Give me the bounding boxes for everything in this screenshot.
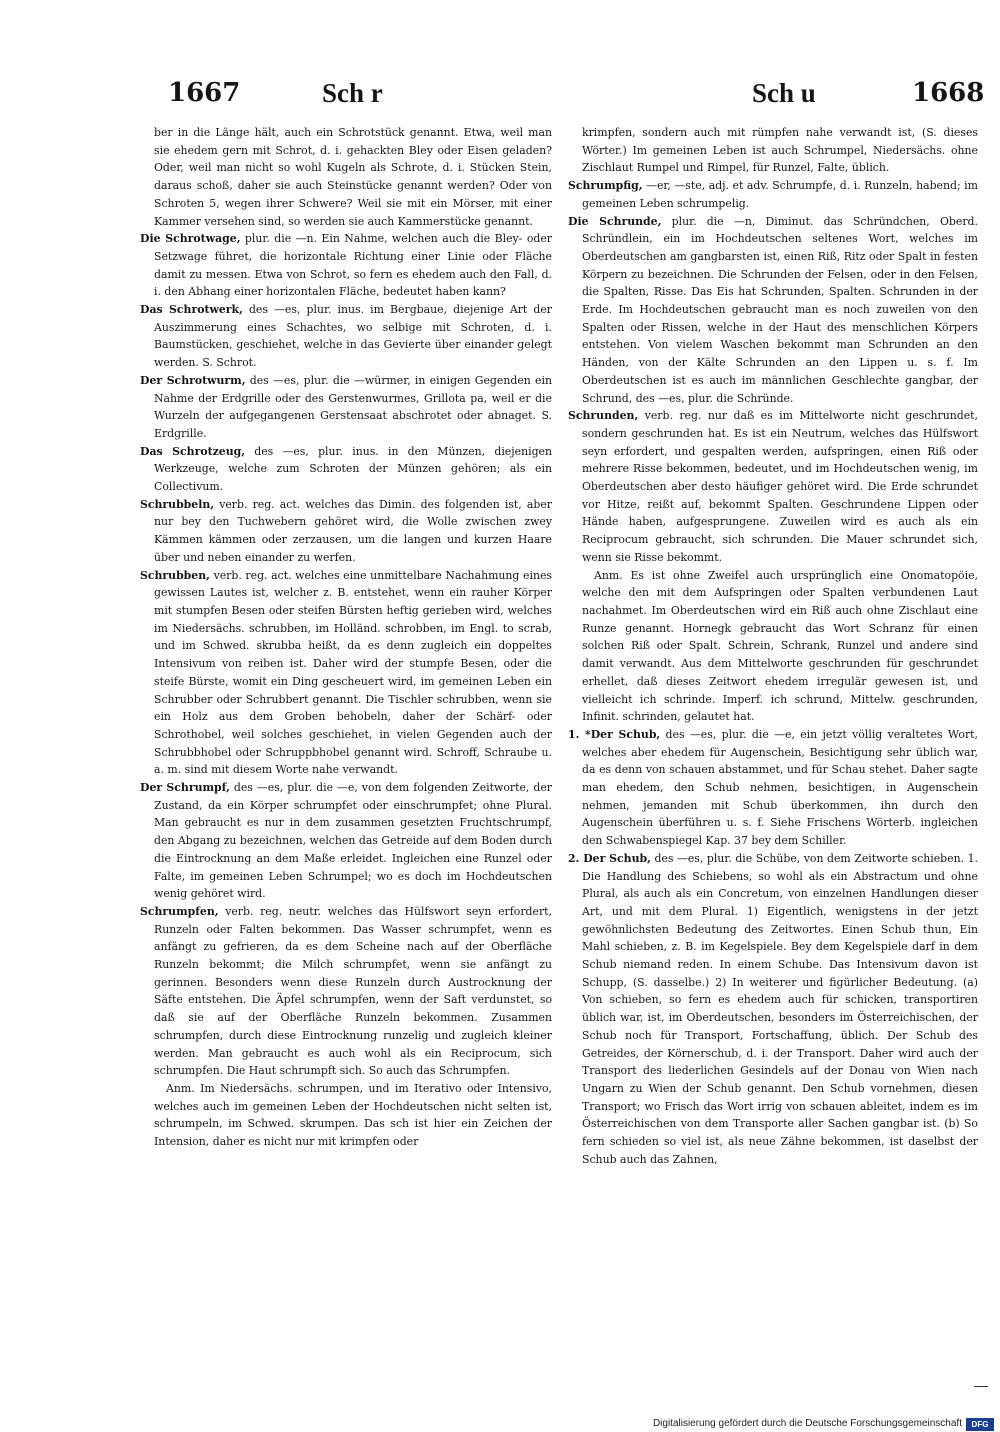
entry-text: plur. die —n. Ein Nahme, welchen auch die Bley- oder Setzwage führet, die horizontale Richtung einer Linie oder Fläche damit zu messen. Etwa von Schrot, so fern es ehedem auch den Fall, d. i. den Abhang einer horizontalen Fläche, bedeutet haben kann? xyxy=(154,232,552,299)
dictionary-entry xyxy=(140,301,553,372)
dictionary-entry xyxy=(568,177,978,212)
dictionary-entry xyxy=(568,407,978,566)
entry-text: des —es, plur. die —e, ein jetzt völlig veraltetes Wort, welches aber ehedem für Augenschein, Besichtigung sehr üblich war, da es denn von schauen abstammet, und für Schau stehet. Daher sagte man ehedem, den Schub nehmen, besichtigen, in Augenschein nehmen, jemanden mit Schub überkommen, ihn durch den Augenschein überführen u. s. f. Siehe Frischens Wörterb. ingleichen den Schwabenspiegel Kap. 37 bey dem Schiller. xyxy=(582,727,978,848)
entry-text: Anm. Es ist ohne Zweifel auch ursprünglich eine Onomatopöie, welche den mit dem Aufspringen oder Spalten verbundenen Laut nachahmet. Im Oberdeutschen wird ein Riß auch ohne Zischlaut eine Runze genannt. Hornegk gebraucht das Wort Schranz für einen solchen Riß oder Spalt. Schrein, Schrank, Runzel und andere sind damit verwandt. Aus dem Mittelworte geschrunden für geschrundet erhellet, daß dieses Zeitwort ehedem irregulär gewesen ist, und vielleicht ich schrinde. Imperf. ich schrund, Mittelw. geschrunden, Infinit. schrinden, gelautet hat. xyxy=(582,568,978,724)
dictionary-entry xyxy=(140,567,552,779)
entry-text: —er, —ste, adj. et adv. Schrumpfe, d. i. Runzeln, habend; im gemeinen Leben schrumpelig. xyxy=(582,179,978,210)
entry-text: verb. reg. nur daß es im Mittelworte nicht geschrundet, sondern geschrunden hat. Es ist ein Neutrum, welches das Hülfswort seyn erfordert, und gespalten werden, aufspringen, einen Riß oder mehrere Risse bekommen, bedeutet, und im Hochdeutschen wenig, im Oberdeutschen aber desto häufiger gehöret wird. Die Erde schrundet vor Hitze, reißt auf, bekommt Spalten. Geschrundene Lippen oder Hände haben, aufgesprungene. Zuweilen wird es auch als ein Reciprocum gebraucht, sich schrunden. Die Mauer schrundet sich, wenn sie Risse bekommt. xyxy=(582,409,978,564)
right-page-number: 1668 xyxy=(912,78,985,108)
left-page-number: 1667 xyxy=(168,78,241,108)
entry-headword: Der Schrotwurm, xyxy=(140,373,246,387)
entry-text: ber in die Länge hält, auch ein Schrotstück genannt. Etwa, weil man sie ehedem gern mit Schrot, d. i. gehackten Bley oder Eisen geladen? Oder, weil man nicht so wohl Kugeln als Schrote, d. i. Stücken Stein, daraus schoß, daher sie auch Steinstücke genannt werden? Oder von Schroten 5, wegen ihrer Schwere? Weil sie mit ein Mörser, mit einer Kammer versehen sind, so werden sie auch Kammerstücke genannt. xyxy=(154,126,552,228)
entry-text: verb. reg. neutr. welches das Hülfswort seyn erfordert, Runzeln oder Falten bekommen. Das Wasser schrumpfet, wenn es anfängt zu gefrieren, da es dem Scheine nach auf der Oberfläche Runzeln bekommt; die Milch schrumpfet, wenn sie anfängt zu gerinnen. Besonders wenn diese Runzeln durch Austrocknung der Säfte entstehen. Die Äpfel schrumpfen, wenn der Saft verdunstet, so daß sie auf der Oberfläche Runzeln bekommen. Zusammen schrumpfen, durch diese Eintrocknung runzelig und zugleich kleiner werden. Man gebraucht es auch wohl als ein Reciprocum, sich schrumpfen. Die Haut schrumpft sich. So auch das Schrumpfen. xyxy=(154,904,552,1078)
dictionary-entry xyxy=(140,779,552,903)
entry-headword: 2. Der Schub, xyxy=(568,851,651,865)
entry-text: des —es, plur. inus. in den Münzen, diejenigen Werkzeuge, welche zum Schroten der Münzen gehören; als ein Collectivum. xyxy=(154,444,552,494)
entry-headword: 1. *Der Schub, xyxy=(568,727,661,741)
dictionary-entry xyxy=(582,124,978,177)
entry-headword: Die Schrotwage, xyxy=(140,232,241,246)
entry-text: des —es, plur. die Schübe, von dem Zeitworte schieben. 1. Die Handlung des Schiebens, so wohl als ein Abstractum und ohne Plural, als auch als ein Concretum, von einzelnen Handlungen dieser Art, und mit dem Plural. 1) Eigentlich, wenigstens in der jetzt gewöhnlichsten Bedeutung des Zeitwortes. Einen Schub thun, Ein Mahl schieben, z. B. im Kegelspiele. Bey dem Kegelspiele darf in dem Schub niemand reden. In einem Schube. Das Intensivum davon ist Schupp, (S. dasselbe.) 2) In weiterer und figürlicher Bedeutung. (a) Von schieben, so fern es ehedem auch für schicken, transportiren üblich war, ist, im Oberdeutschen, besonders im Österreichischen, der Schub noch für Transport, Fortschaffung, üblich. Der Schub des Getreides, der Körnerschub, d. i. der Transport. Daher wird auch der Transport des liederlichen Gesindels auf der Donau von Wien nach Ungarn zu Wien der Schub genannt. Den Schub vornehmen, diesen Transport; wo Frisch das Wort irrig von schauen ableitet, indem es im Österreichischen von dem Transporte aller Sachen gangbar ist. (b) So fern schieden so viel ist, als neue Zähne bekommen, ist daselbst der Schub auch das Zahnen, xyxy=(582,851,978,1166)
entry-headword: Schrubben, xyxy=(140,568,210,582)
entry-headword: Der Schrumpf, xyxy=(140,781,230,795)
left-running-head: Sch r xyxy=(322,78,383,108)
entry-text: krimpfen, sondern auch mit rümpfen nahe verwandt ist, (S. dieses Wörter.) Im gemeinen Leben ist auch Schrumpel, Niedersächs. ohne Zischlaut Rumpel und Rimpel, für Runzel, Falte, üblich. xyxy=(582,126,978,175)
entry-headword: Das Schrotzeug, xyxy=(140,444,246,458)
entry-text: Anm. Im Niedersächs. schrumpen, und im Iterativo oder Intensivo, welches auch im gemeinen Leben der Hochdeutschen nicht selten ist, schrumpeln, im Schwed. skrumpen. Das sch ist hier ein Zeichen der Intension, daher es nicht nur mit krimpfen oder xyxy=(154,1081,552,1149)
entry-text: des —es, plur. inus. im Bergbaue, diejenige Art der Auszimmerung eines Schachtes, wo selbige mit Schroten, d. i. Baumstücken, geschiehet, welche in das Gevierte über einander gelegt werden. S. Schrot. xyxy=(154,303,553,370)
dictionary-entry xyxy=(140,903,552,1080)
entry-text: verb. reg. act. welches das Dimin. des folgenden ist, aber nur bey den Tuchwebern gehöret wird, die Wolle zwischen zwey Kämmen kämmen oder zerzausen, um die langen und kurzen Haare über und neben einander zu werfen. xyxy=(154,497,552,564)
left-column xyxy=(140,124,552,1151)
right-running-head: Sch u xyxy=(752,78,816,108)
entry-headword: Schrunden, xyxy=(568,409,639,423)
dictionary-entry xyxy=(140,372,552,443)
entry-headword: Schrubbeln, xyxy=(140,497,215,511)
dictionary-entry xyxy=(568,213,978,408)
entry-text: des —es, plur. die —e, von dem folgenden Zeitworte, der Zustand, da ein Körper schrumpfet oder einschrumpfet; ohne Plural. Man gebraucht es nur in dem zusammen gesetzten Fruchtschrumpf, den Abgang zu bezeichnen, welchen das Getreide auf dem Boden durch die Eintrocknung an dem Maße erleidet. Ingleichen eine Runzel oder Falte, im gemeinen Leben Schrumpel; wo es doch im Hochdeutschen wenig gehöret wird. xyxy=(154,781,552,901)
entry-headword: Schrumpfig, xyxy=(568,179,643,193)
entry-text: verb. reg. act. welches eine unmittelbare Nachahmung eines gewissen Lautes ist, welcher z. B. entstehet, wenn ein rauher Körper mit stumpfen Besen oder steifen Bürsten heftig gerieben wird, welches im Niedersächs. schrubben, im Holländ. schrobben, im Engl. to scrab, und im Schwed. skrubba heißt, da es denn zugleich ein doppeltes Intensivum von reiben ist. Daher wird der stumpfe Besen, oder die steife Bürste, womit ein Ding gescheuert wird, im gemeinen Leben ein Schrubber oder Schrubbert genannt. Die Tischler schrubben, wenn sie ein Holz aus dem Groben behobeln, daher der Schärf- oder Schrothobel, weil solches geschiehet, in vielen Gegenden auch der Schrubbhobel oder Schruppbhobel genannt wird. Schroff, Schraube u. a. m. sind mit diesem Worte nahe verwandt. xyxy=(154,568,552,777)
entry-headword: Das Schrotwerk, xyxy=(140,303,243,317)
dictionary-entry xyxy=(140,230,552,301)
entry-text: plur. die —n, Diminut. das Schründchen, Oberd. Schründlein, ein im Hochdeutschen seltenes Wort, welches im Oberdeutschen am gangbarsten ist, einen Riß, Ritz oder Spalt in festen Körpern zu bezeichnen. Die Schrunden der Felsen, oder in den Felsen, die Spalten, Risse. Das Eis hat Schrunden, Spalten. Schrunden in der Erde. Im Hochdeutschen gebraucht man es noch zuweilen von den Spalten oder Rissen, welche in der Haut des menschlichen Körpers entstehen. Von vielem Waschen bekommt man Schrunden an den Händen, von der Kälte Schrunden an den Lippen u. s. f. Im Oberdeutschen ist es auch im männlichen Geschlechte gangbar, der Schrund, des —es, plur. die Schründe. xyxy=(582,214,978,405)
annotation-paragraph xyxy=(154,1080,552,1151)
entry-headword: Schrumpfen, xyxy=(140,904,219,918)
dictionary-entry xyxy=(140,443,552,496)
right-column xyxy=(568,124,978,1168)
dictionary-entry xyxy=(154,124,552,230)
dictionary-entry xyxy=(140,496,552,567)
page-rule xyxy=(974,1386,988,1387)
entry-text: des —es, plur. die —würmer, in einigen Gegenden ein Nahme der Erdgrille oder des Gerstenwurmes, Grillota pa, weil er die Wurzeln der aufgegangenen Gerstensaat abschrotet oder abnaget. S. Erdgrille. xyxy=(154,373,552,440)
entry-headword: Die Schrunde, xyxy=(568,214,662,228)
funding-note: Digitalisierung gefördert durch die Deutsche Forschungsgemeinschaft xyxy=(652,1418,962,1429)
annotation-paragraph xyxy=(582,567,978,726)
footer xyxy=(600,1418,996,1432)
dfg-logo: DFG xyxy=(966,1418,994,1431)
dictionary-entry xyxy=(568,850,978,1169)
dictionary-entry xyxy=(568,726,978,850)
page-header xyxy=(0,78,1000,118)
